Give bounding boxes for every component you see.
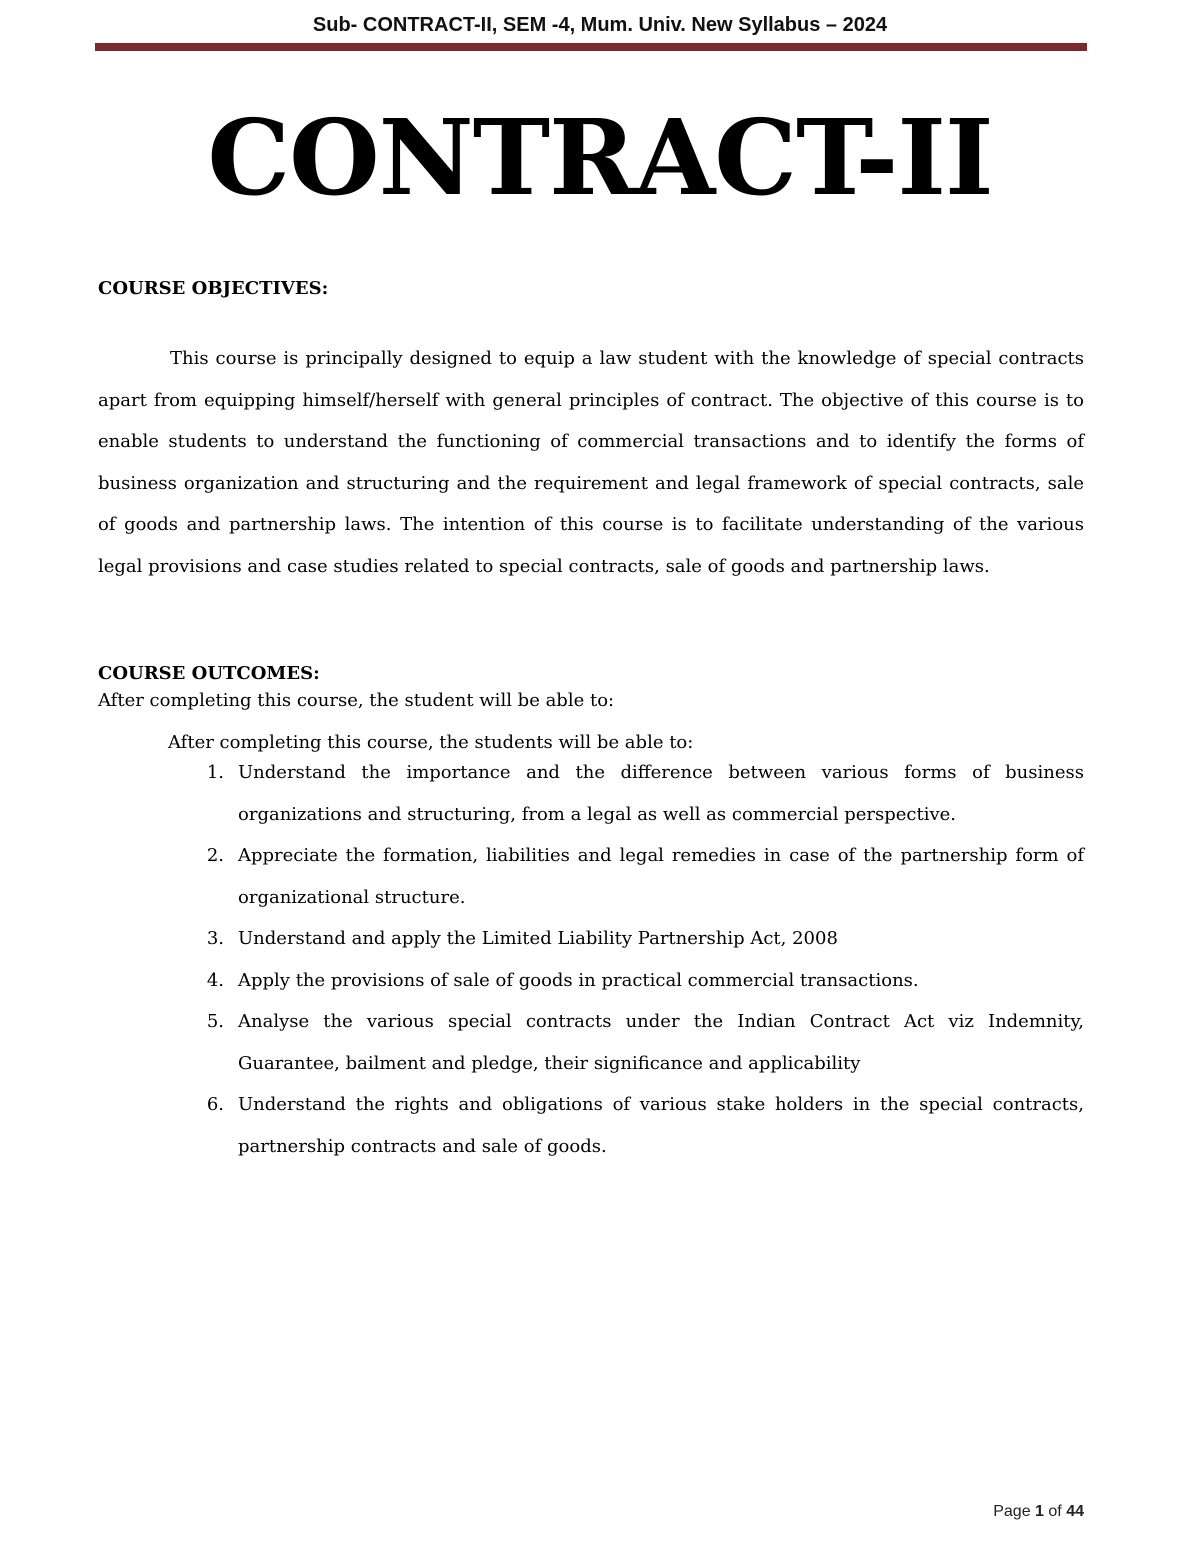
header-rule [95,43,1087,51]
outcomes-heading: COURSE OUTCOMES: [98,663,320,684]
outcomes-intro: After completing this course, the student will be able to: [98,690,615,711]
list-item [168,835,1084,918]
list-item-text: Analyse the various special contracts under the Indian Contract Act viz Indemnity, Guarantee, bailment and pledge, their significance and applicability [238,1011,1084,1074]
list-item [168,752,1084,835]
outcomes-list [168,752,1084,1167]
of-label: of [1048,1503,1062,1520]
list-item-number: 1. [206,762,224,783]
list-item [168,1084,1084,1167]
list-item-number: 4. [206,969,224,991]
list-item-number: 2. [206,845,224,866]
list-item-number: 5. [206,1011,224,1032]
page-label: Page [993,1503,1031,1520]
total-pages: 44 [1066,1503,1084,1520]
list-item [168,960,1084,1002]
page-number [993,1503,1084,1521]
list-item [168,1001,1084,1084]
list-item-text: Apply the provisions of sale of goods in practical commercial transactions. [238,969,919,991]
list-item-number: 3. [206,928,224,949]
list-item-text: Understand the importance and the difference between various forms of business organizations and structuring, from a legal as well as commercial perspective. [238,762,1084,825]
outcomes-intro-secondary: After completing this course, the students will be able to: [168,732,694,753]
list-item-number: 6. [206,1094,224,1115]
list-item [168,918,1084,960]
document-title: CONTRACT-II [207,96,993,219]
objectives-heading: COURSE OBJECTIVES: [98,278,329,299]
list-item-text: Appreciate the formation, liabilities and legal remedies in case of the partnership form of organizational structure. [238,845,1084,908]
current-page: 1 [1035,1503,1044,1520]
list-item-text: Understand the rights and obligations of various stake holders in the special contracts, partnership contracts and sale of goods. [238,1094,1084,1157]
objectives-paragraph: This course is principally designed to equip a law student with the knowledge of special contracts apart from equipping himself/herself with general principles of contract. The objective of this course is to enable students to understand the functioning of commercial transactions and to identify the forms of business organization and structuring and the requirement and legal framework of special contracts, sale of goods and partnership laws. The intention of this course is to facilitate understanding of the various legal provisions and case studies related to special contracts, sale of goods and partnership laws. [98,348,1084,577]
running-header: Sub- CONTRACT-II, SEM -4, Mum. Univ. New Syllabus – 2024 [312,14,888,36]
list-item-text: Understand and apply the Limited Liability Partnership Act, 2008 [238,928,838,949]
